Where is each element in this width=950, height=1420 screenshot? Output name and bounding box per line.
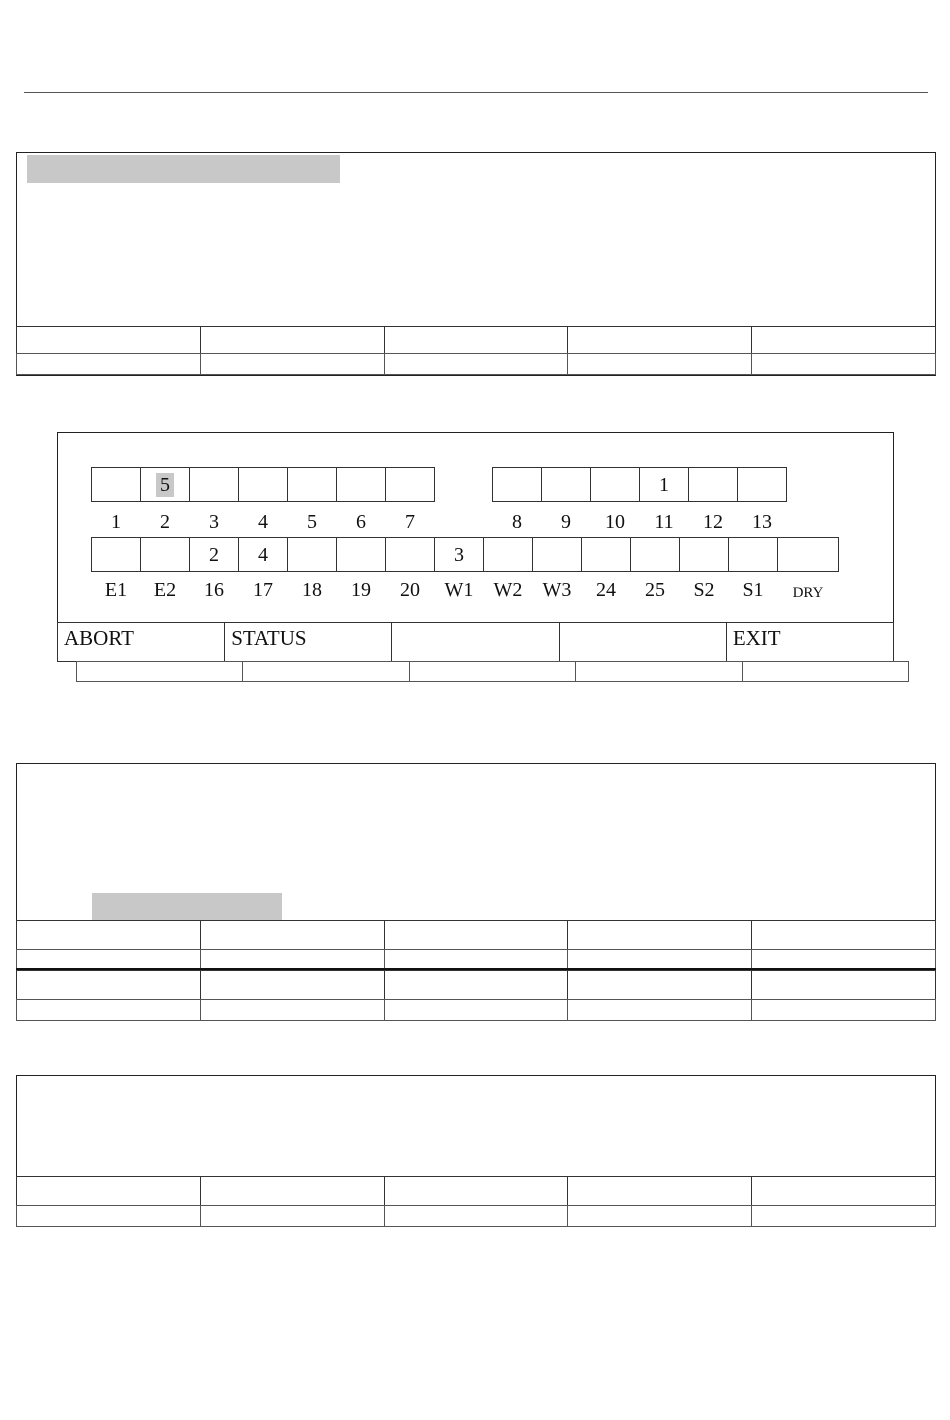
- tank-cell-label: 24: [596, 579, 616, 601]
- tank-cell: [688, 467, 738, 502]
- tank-cell: [532, 537, 582, 572]
- page-header-rule: [24, 92, 928, 93]
- softkey-4[interactable]: [568, 920, 752, 950]
- tank-cell-label: E1: [104, 579, 128, 601]
- tank-cell: [630, 537, 680, 572]
- tank-cell-value: 5: [156, 473, 174, 497]
- screen-3-softkeys-b: [16, 949, 936, 970]
- softkey-3[interactable]: [385, 326, 569, 354]
- tank-cell-label: 20: [400, 579, 420, 601]
- tank-cell: [492, 467, 542, 502]
- tank-row-2-labels: [91, 578, 838, 608]
- screen-1-softkeys: [16, 326, 936, 354]
- softkey-5[interactable]: [752, 1176, 936, 1206]
- softkey-1[interactable]: [16, 970, 201, 1000]
- tank-cell: [287, 537, 337, 572]
- softkey-2[interactable]: [201, 1176, 385, 1206]
- softkey-5[interactable]: [752, 970, 936, 1000]
- tank-cell: [639, 467, 689, 502]
- tank-cell: [434, 537, 484, 572]
- tank-cell: [541, 467, 591, 502]
- lower-key-2[interactable]: [201, 949, 385, 970]
- screen-3-softkeys-d: [16, 999, 936, 1021]
- lower-key-3[interactable]: [385, 353, 569, 375]
- softkey-1[interactable]: [16, 326, 201, 354]
- tank-cell-label: 16: [204, 579, 224, 601]
- tank-cell-value: 3: [454, 544, 464, 566]
- tank-cell: [91, 467, 141, 502]
- tank-cell-label: 5: [307, 511, 317, 533]
- softkey-4[interactable]: [560, 622, 727, 662]
- highlighted-menu-line: [27, 155, 340, 183]
- tank-cell: [189, 537, 239, 572]
- tank-cell: [679, 537, 729, 572]
- tank-row-1-right: [492, 467, 786, 502]
- lower-key-1[interactable]: [16, 1205, 201, 1227]
- lower-key-1[interactable]: [16, 353, 201, 375]
- tank-cell-label: S2: [693, 579, 715, 601]
- tank-cell-label: W1: [444, 579, 474, 601]
- tank-cell: [728, 537, 778, 572]
- tank-cell-label: W3: [542, 579, 572, 601]
- tank-cell-label: 7: [405, 511, 415, 533]
- tank-cell: [91, 537, 141, 572]
- tank-row-1-right-labels: [492, 510, 786, 534]
- tank-cell: [140, 467, 190, 502]
- softkey-5[interactable]: [752, 920, 936, 950]
- tank-cell-label: 4: [258, 511, 268, 533]
- softkey-3[interactable]: [392, 622, 559, 662]
- softkey-2[interactable]: [201, 970, 385, 1000]
- tank-row-1-left: [91, 467, 434, 502]
- tank-cell: [590, 467, 640, 502]
- tank-cell: [385, 467, 435, 502]
- tank-cell: [287, 467, 337, 502]
- lower-key-3[interactable]: [385, 999, 569, 1021]
- status-button[interactable]: STATUS: [225, 622, 392, 662]
- tank-cell-label: 10: [605, 511, 625, 533]
- softkey-5[interactable]: [752, 326, 936, 354]
- abort-button[interactable]: ABORT: [57, 622, 225, 662]
- tank-cell-label: 18: [302, 579, 322, 601]
- tank-cell-label: 2: [160, 511, 170, 533]
- tank-cell: [336, 467, 386, 502]
- softkey-2[interactable]: [201, 920, 385, 950]
- lower-key-3[interactable]: [410, 661, 576, 682]
- softkey-2[interactable]: [201, 326, 385, 354]
- tank-lower-keys: [76, 661, 909, 682]
- tank-cell-value: 2: [209, 544, 219, 566]
- screen-1-softkeys-lower: [16, 353, 936, 375]
- tank-cell-label: DRY: [792, 585, 824, 601]
- lower-key-4[interactable]: [576, 661, 742, 682]
- tank-cell-label: 9: [561, 511, 571, 533]
- tank-cell-label: S1: [742, 579, 764, 601]
- tank-cell: [581, 537, 631, 572]
- softkey-4[interactable]: [568, 326, 752, 354]
- tank-cell-label: 11: [654, 511, 674, 533]
- tank-cell-label: 8: [512, 511, 522, 533]
- softkey-4[interactable]: [568, 1176, 752, 1206]
- lower-key-2[interactable]: [243, 661, 409, 682]
- tank-cell-label: 17: [253, 579, 273, 601]
- lower-key-5[interactable]: [752, 353, 936, 375]
- softkey-3[interactable]: [385, 1176, 569, 1206]
- tank-cell-label: E2: [153, 579, 177, 601]
- tank-row-1-left-labels: [91, 510, 434, 534]
- tank-cell-label: 12: [703, 511, 723, 533]
- screen-3-softkeys-a: [16, 920, 936, 950]
- screen-4-softkeys: [16, 1176, 936, 1206]
- lower-key-2[interactable]: [201, 353, 385, 375]
- tank-cell-label: 6: [356, 511, 366, 533]
- tank-cell-label: 1: [111, 511, 121, 533]
- tank-cell-label: 25: [645, 579, 665, 601]
- tank-status-screen: [57, 432, 894, 662]
- tank-cell: [140, 537, 190, 572]
- lower-key-3[interactable]: [385, 1205, 569, 1227]
- tank-cell-label: 19: [351, 579, 371, 601]
- lower-key-4[interactable]: [568, 353, 752, 375]
- lower-key-5[interactable]: [752, 949, 936, 970]
- tank-cell-label: 13: [752, 511, 772, 533]
- tank-cell: [238, 467, 288, 502]
- lower-key-2[interactable]: [201, 999, 385, 1021]
- highlighted-menu-line: [92, 893, 282, 921]
- lower-key-1[interactable]: [16, 949, 201, 970]
- lower-key-4[interactable]: [568, 1205, 752, 1227]
- lower-key-5[interactable]: [743, 661, 909, 682]
- softkey-1[interactable]: [16, 1176, 201, 1206]
- softkey-4[interactable]: [568, 970, 752, 1000]
- tank-cell: [385, 537, 435, 572]
- softkey-1[interactable]: [16, 920, 201, 950]
- tank-cell-label: 3: [209, 511, 219, 533]
- lower-key-5[interactable]: [752, 999, 936, 1021]
- tank-cell: [737, 467, 787, 502]
- lower-key-2[interactable]: [201, 1205, 385, 1227]
- lower-key-5[interactable]: [752, 1205, 936, 1227]
- tank-cell: [777, 537, 839, 572]
- tank-softkeys: [57, 622, 894, 662]
- softkey-3[interactable]: [385, 970, 569, 1000]
- lower-key-1[interactable]: [16, 999, 201, 1021]
- screen-3-softkeys-c: [16, 970, 936, 1000]
- tank-cell-label: W2: [493, 579, 523, 601]
- softkey-3[interactable]: [385, 920, 569, 950]
- exit-button[interactable]: EXIT: [727, 622, 894, 662]
- lower-key-3[interactable]: [385, 949, 569, 970]
- tank-cell-value: 1: [659, 474, 669, 496]
- lower-key-1[interactable]: [76, 661, 243, 682]
- tank-cell: [238, 537, 288, 572]
- lower-key-4[interactable]: [568, 949, 752, 970]
- tank-cell: [189, 467, 239, 502]
- screen-4-softkeys-lower: [16, 1205, 936, 1227]
- tank-cell-value: 4: [258, 544, 268, 566]
- tank-cell: [483, 537, 533, 572]
- lower-key-4[interactable]: [568, 999, 752, 1021]
- tank-row-2: [91, 537, 838, 572]
- tank-cell: [336, 537, 386, 572]
